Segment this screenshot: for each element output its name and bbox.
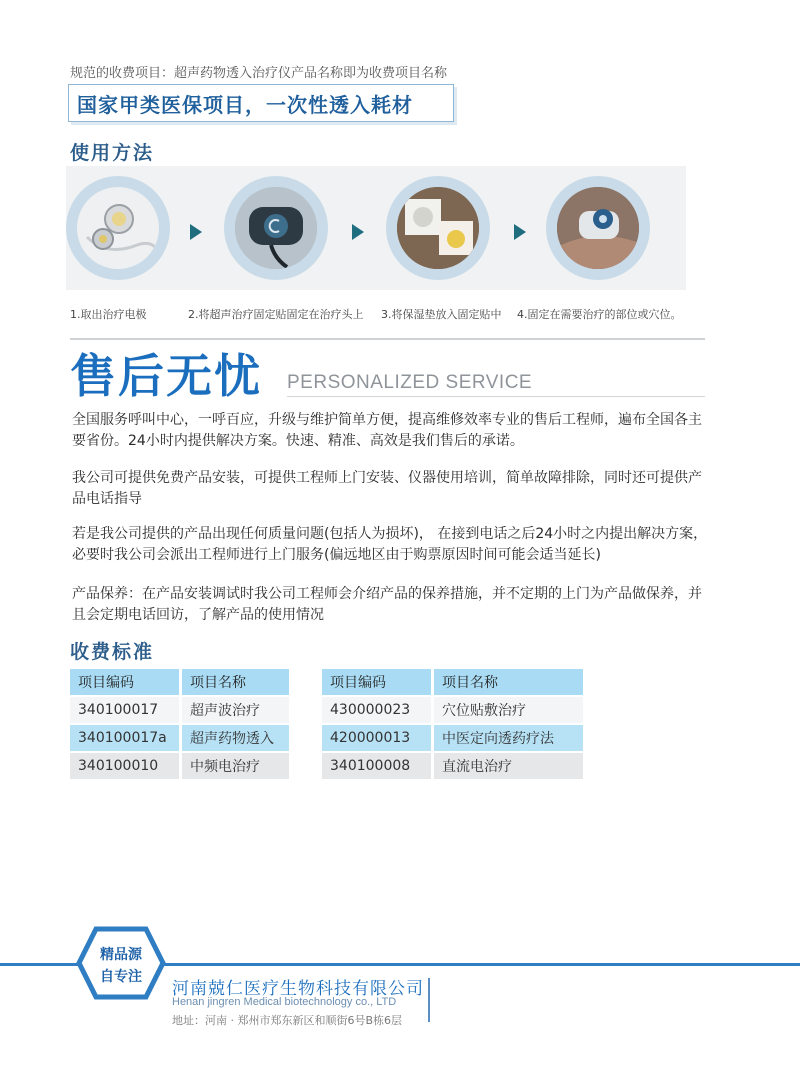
item-code: 340100017a (70, 725, 179, 751)
table-header-row (322, 669, 583, 695)
fees-title: 收费标准 (70, 641, 155, 663)
service-subtitle: PERSONALIZED SERVICE (287, 372, 533, 393)
item-code: 340100017 (70, 697, 179, 723)
step-4-caption: 4.固定在需要治疗的部位或穴位。 (517, 308, 682, 321)
item-code: 340100010 (70, 753, 179, 779)
table-row (70, 697, 289, 723)
step-2-caption: 2.将超声治疗固定贴固定在治疗头上 (188, 308, 364, 321)
arrow-icon (352, 224, 364, 240)
item-name: 直流电治疗 (434, 753, 583, 779)
company-name-en: Henan jingren Medical biotechnology co., LTD (172, 996, 397, 1008)
treatment-head-icon (235, 187, 317, 269)
step-1-image (66, 176, 170, 280)
service-paragraph: 全国服务呼叫中心，一呼百应，升级与维护简单方便，提高维修效率专业的售后工程师，遍布全国各主要省份。24小时内提供解决方案。快速、精准、高效是我们售后的承诺。 (72, 412, 702, 449)
table-row (322, 697, 583, 723)
item-name: 超声波治疗 (182, 697, 289, 723)
item-code: 430000023 (322, 697, 431, 723)
insurance-banner-text: 国家甲类医保项目，一次性透入耗材 (77, 93, 413, 117)
electrode-icon (77, 187, 159, 269)
step-3-caption: 3.将保湿垫放入固定贴中 (381, 308, 502, 321)
column-header-name: 项目名称 (434, 669, 583, 695)
item-name: 中医定向透药疗法 (434, 725, 583, 751)
column-header-code: 项目编码 (322, 669, 431, 695)
arrow-icon (514, 224, 526, 240)
item-name: 穴位贴敷治疗 (434, 697, 583, 723)
column-header-name: 项目名称 (182, 669, 289, 695)
footer-divider (428, 978, 430, 1022)
insurance-banner (68, 84, 454, 122)
fee-table-left (67, 667, 292, 781)
item-name: 超声药物透入 (182, 725, 289, 751)
item-code: 340100008 (322, 753, 431, 779)
fee-table-right (319, 667, 586, 781)
company-address: 地址：河南 · 郑州市郑东新区和顺街6号B栋6层 (172, 1014, 403, 1027)
badge-line-1: 精品源 (100, 947, 142, 963)
table-row (322, 725, 583, 751)
table-row (70, 753, 289, 779)
step-1-caption: 1.取出治疗电极 (70, 308, 147, 321)
badge-line-2: 自专注 (100, 969, 142, 985)
column-header-code: 项目编码 (70, 669, 179, 695)
company-name: 河南兢仁医疗生物科技有限公司 (172, 979, 424, 999)
step-3-image (386, 176, 490, 280)
arrow-icon (190, 224, 202, 240)
step-2-image (224, 176, 328, 280)
item-code: 420000013 (322, 725, 431, 751)
intro-line: 规范的收费项目：超声药物透入治疗仪产品名称即为收费项目名称 (70, 66, 448, 81)
divider (287, 396, 705, 397)
pad-icon (397, 187, 479, 269)
service-paragraph: 我公司可提供免费产品安装，可提供工程师上门安装、仪器使用培训，简单故障排除，同时还可提供产品电话指导 (72, 470, 702, 507)
service-paragraph: 若是我公司提供的产品出现任何质量问题(包括人为损坏)， 在接到电话之后24小时之内提出解决方案，必要时我公司会派出工程师进行上门服务(偏远地区由于购票原因时间可能会适当延长) (72, 526, 708, 563)
service-title: 售后无忧 (70, 349, 262, 403)
step-4-image (546, 176, 650, 280)
table-row (70, 725, 289, 751)
table-row (322, 753, 583, 779)
item-name: 中频电治疗 (182, 753, 289, 779)
usage-title: 使用方法 (70, 142, 155, 164)
table-header-row (70, 669, 289, 695)
applied-device-icon (557, 187, 639, 269)
service-paragraph: 产品保养：在产品安装调试时我公司工程师会介绍产品的保养措施，并不定期的上门为产品做保养，并且会定期电话回访，了解产品的使用情况 (72, 586, 702, 623)
